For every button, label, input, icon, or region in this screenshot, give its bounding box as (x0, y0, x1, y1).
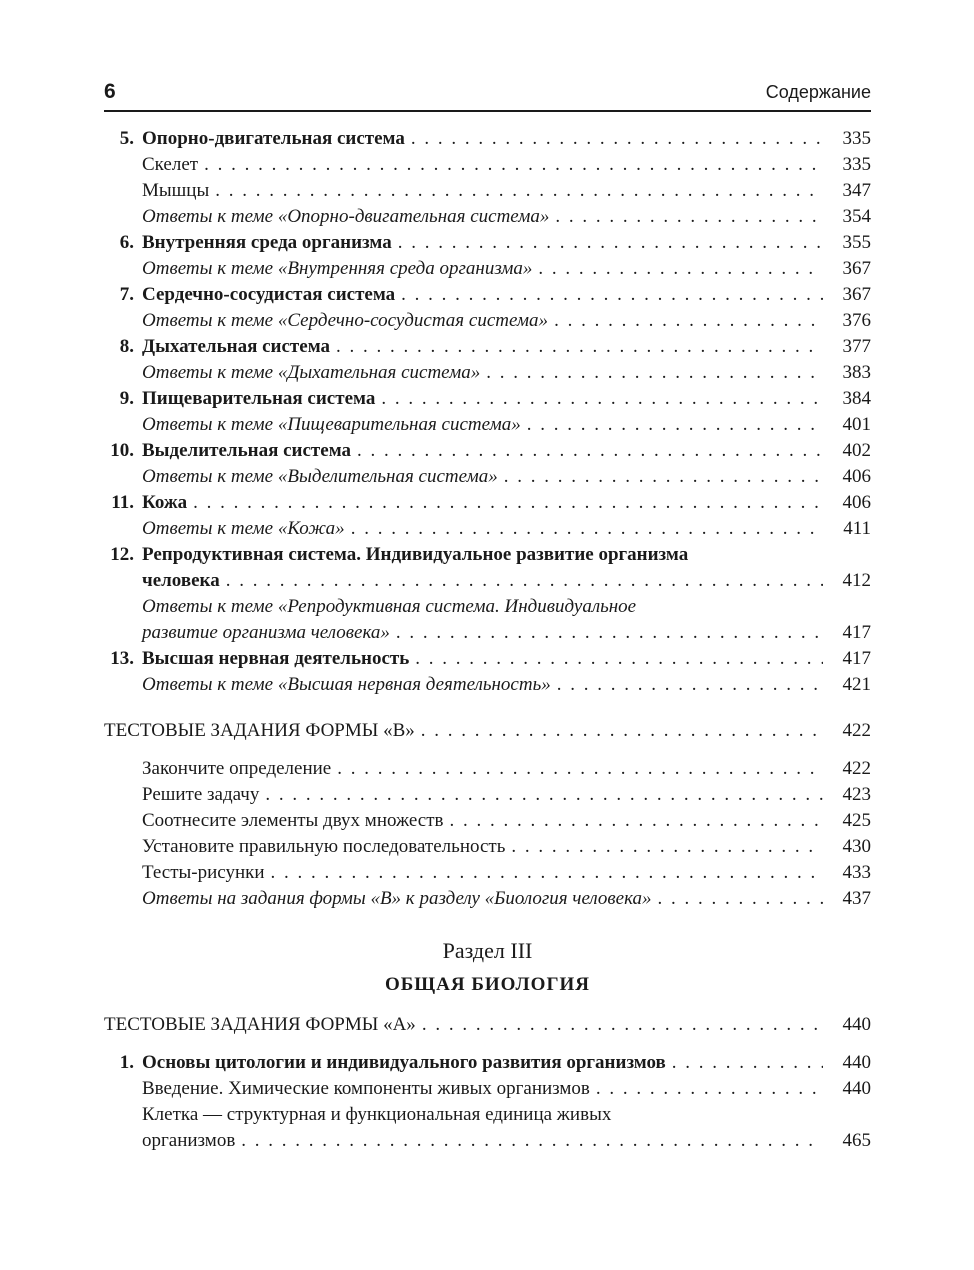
entry-page: 422 (842, 758, 871, 779)
table-of-contents (104, 126, 871, 1154)
entry-title: ТЕСТОВЫЕ ЗАДАНИЯ ФОРМЫ «А» (104, 1014, 416, 1035)
entry-page: 417 (842, 648, 871, 669)
entry-number: 9. (119, 388, 134, 409)
leader-dots (421, 718, 823, 744)
toc-entry[interactable] (104, 282, 871, 308)
entry-page: 402 (842, 440, 871, 461)
toc-block-human-systems (104, 126, 871, 542)
leader-dots (511, 834, 823, 860)
entry-title: Мышцы (142, 180, 210, 201)
entry-title: Опорно-двигательная система (142, 128, 405, 149)
leader-dots (672, 1050, 823, 1076)
page-number: 6 (104, 80, 116, 103)
toc-entry[interactable] (104, 646, 871, 672)
entry-page: 411 (843, 518, 871, 539)
toc-entry[interactable] (104, 178, 871, 204)
leader-dots (538, 256, 823, 282)
entry-title-cont: организмов (142, 1130, 236, 1151)
entry-title: Репродуктивная система. Индивидуальное развитие организма (142, 544, 689, 565)
toc-entry[interactable] (104, 756, 871, 782)
toc-entry[interactable] (104, 1076, 871, 1102)
leader-dots (357, 438, 823, 464)
entry-page: 465 (842, 1130, 871, 1151)
entry-page: 417 (842, 622, 871, 643)
entry-number: 7. (119, 284, 134, 305)
entry-page: 377 (842, 336, 871, 357)
leader-dots (658, 886, 823, 912)
page-header (104, 80, 871, 112)
toc-entry[interactable] (104, 886, 871, 912)
entry-title: Закончите определение (142, 758, 332, 779)
entry-title: Тесты-рисунки (142, 862, 265, 883)
toc-entry[interactable] (104, 412, 871, 438)
leader-dots (504, 464, 823, 490)
toc-entry-reproductive-answers[interactable] (104, 594, 871, 646)
toc-entry[interactable] (104, 672, 871, 698)
entry-page: 440 (842, 1052, 871, 1073)
toc-entry[interactable] (104, 204, 871, 230)
entry-title: Основы цитологии и индивидуального развития организмов (142, 1052, 666, 1073)
toc-entry[interactable] (104, 256, 871, 282)
toc-entry-tests-a[interactable] (104, 1012, 871, 1038)
leader-dots (215, 178, 823, 204)
leader-dots (596, 1076, 823, 1102)
section-heading: Раздел III (442, 938, 533, 963)
section-title: ОБЩАЯ БИОЛОГИЯ (384, 974, 591, 995)
toc-entry[interactable] (104, 490, 871, 516)
leader-dots (450, 808, 823, 834)
entry-title: Ответы к теме «Внутренняя среда организма» (142, 258, 533, 279)
leader-dots (271, 860, 823, 886)
entry-page: 421 (842, 674, 871, 695)
entry-title: Ответы к теме «Выделительная система» (142, 466, 498, 487)
entry-number: 5. (119, 128, 134, 149)
entry-number: 13. (110, 648, 134, 669)
toc-entry[interactable] (104, 360, 871, 386)
leader-dots (555, 204, 823, 230)
entry-page: 425 (842, 810, 871, 831)
toc-entry[interactable] (104, 308, 871, 334)
toc-entry[interactable] (104, 516, 871, 542)
entry-title: Пищеварительная система (142, 388, 376, 409)
toc-entry[interactable] (104, 152, 871, 178)
leader-dots (527, 412, 823, 438)
leader-dots (422, 1012, 823, 1038)
entry-page: 430 (842, 836, 871, 857)
leader-dots (381, 386, 823, 412)
entry-title: Ответы к теме «Дыхательная система» (142, 362, 481, 383)
leader-dots (557, 672, 823, 698)
toc-block-nervous (104, 646, 871, 698)
entry-title: Кожа (142, 492, 188, 513)
entry-title-cont: человека (142, 570, 220, 591)
toc-entry[interactable] (104, 782, 871, 808)
toc-block-cytology (104, 1050, 871, 1102)
entry-page: 384 (842, 388, 871, 409)
entry-page: 355 (842, 232, 871, 253)
entry-page: 354 (842, 206, 871, 227)
entry-page: 383 (842, 362, 871, 383)
entry-title: Ответы к теме «Пищеварительная система» (142, 414, 521, 435)
toc-entry[interactable] (104, 334, 871, 360)
entry-page: 440 (842, 1078, 871, 1099)
entry-title: Скелет (142, 154, 199, 175)
toc-entry[interactable] (104, 386, 871, 412)
entry-title: Дыхательная система (142, 336, 331, 357)
entry-title-cont: развитие организма человека» (142, 622, 390, 643)
leader-dots (204, 152, 823, 178)
leader-dots (486, 360, 823, 386)
toc-entry[interactable] (104, 438, 871, 464)
toc-entry-cell[interactable] (104, 1102, 871, 1154)
toc-entry[interactable] (104, 834, 871, 860)
toc-entry[interactable] (104, 1050, 871, 1076)
entry-page: 401 (842, 414, 871, 435)
entry-page: 406 (842, 466, 871, 487)
entry-title: Выделительная система (142, 440, 351, 461)
toc-entry-reproductive[interactable] (104, 542, 871, 594)
toc-block-tests-b (104, 756, 871, 912)
entry-number: 12. (110, 544, 134, 565)
entry-title: Установите правильную последовательность (142, 836, 506, 857)
entry-title: Клетка — структурная и функциональная единица живых (142, 1104, 612, 1125)
entry-number: 8. (119, 336, 134, 357)
entry-page: 406 (842, 492, 871, 513)
leader-dots (193, 490, 823, 516)
leader-dots (265, 782, 823, 808)
leader-dots (351, 516, 823, 542)
leader-dots (415, 646, 823, 672)
entry-title: Ответы к теме «Сердечно-сосудистая система» (142, 310, 549, 331)
entry-title: Ответы на задания формы «В» к разделу «Биология человека» (142, 888, 652, 909)
toc-entry[interactable] (104, 126, 871, 152)
entry-page: 433 (842, 862, 871, 883)
entry-title: Внутренняя среда организма (142, 232, 392, 253)
entry-page: 376 (842, 310, 871, 331)
entry-page: 367 (842, 258, 871, 279)
leader-dots (401, 282, 823, 308)
entry-number: 1. (119, 1052, 134, 1073)
entry-page: 367 (842, 284, 871, 305)
leader-dots (554, 308, 823, 334)
leader-dots (337, 756, 823, 782)
entry-page: 347 (842, 180, 871, 201)
entry-page: 437 (842, 888, 871, 909)
entry-title: Соотнесите элементы двух множеств (142, 810, 444, 831)
entry-title: Ответы к теме «Опорно-двигательная система» (142, 206, 550, 227)
entry-page: 422 (842, 720, 871, 741)
entry-page: 335 (842, 128, 871, 149)
entry-page: 412 (842, 570, 871, 591)
entry-title: Ответы к теме «Кожа» (142, 518, 345, 539)
entry-number: 10. (110, 440, 134, 461)
leader-dots (398, 230, 823, 256)
leader-dots (226, 568, 823, 594)
entry-number: 11. (111, 492, 134, 513)
entry-title: ТЕСТОВЫЕ ЗАДАНИЯ ФОРМЫ «В» (104, 720, 415, 741)
entry-title: Введение. Химические компоненты живых организмов (142, 1078, 590, 1099)
entry-title: Сердечно-сосудистая система (142, 284, 396, 305)
toc-entry[interactable] (104, 464, 871, 490)
leader-dots (396, 620, 823, 646)
leader-dots (241, 1128, 823, 1154)
entry-title: Решите задачу (142, 784, 260, 805)
entry-title: Ответы к теме «Репродуктивная система. Индивидуальное (142, 596, 637, 617)
toc-entry-tests-b[interactable] (104, 718, 871, 744)
entry-page: 335 (842, 154, 871, 175)
entry-number: 6. (119, 232, 134, 253)
leader-dots (336, 334, 823, 360)
leader-dots (411, 126, 823, 152)
toc-entry[interactable] (104, 808, 871, 834)
running-title: Содержание (765, 82, 871, 102)
entry-page: 423 (842, 784, 871, 805)
toc-entry[interactable] (104, 860, 871, 886)
entry-title: Высшая нервная деятельность (142, 648, 410, 669)
entry-page: 440 (842, 1014, 871, 1035)
toc-entry[interactable] (104, 230, 871, 256)
entry-title: Ответы к теме «Высшая нервная деятельность» (142, 674, 551, 695)
